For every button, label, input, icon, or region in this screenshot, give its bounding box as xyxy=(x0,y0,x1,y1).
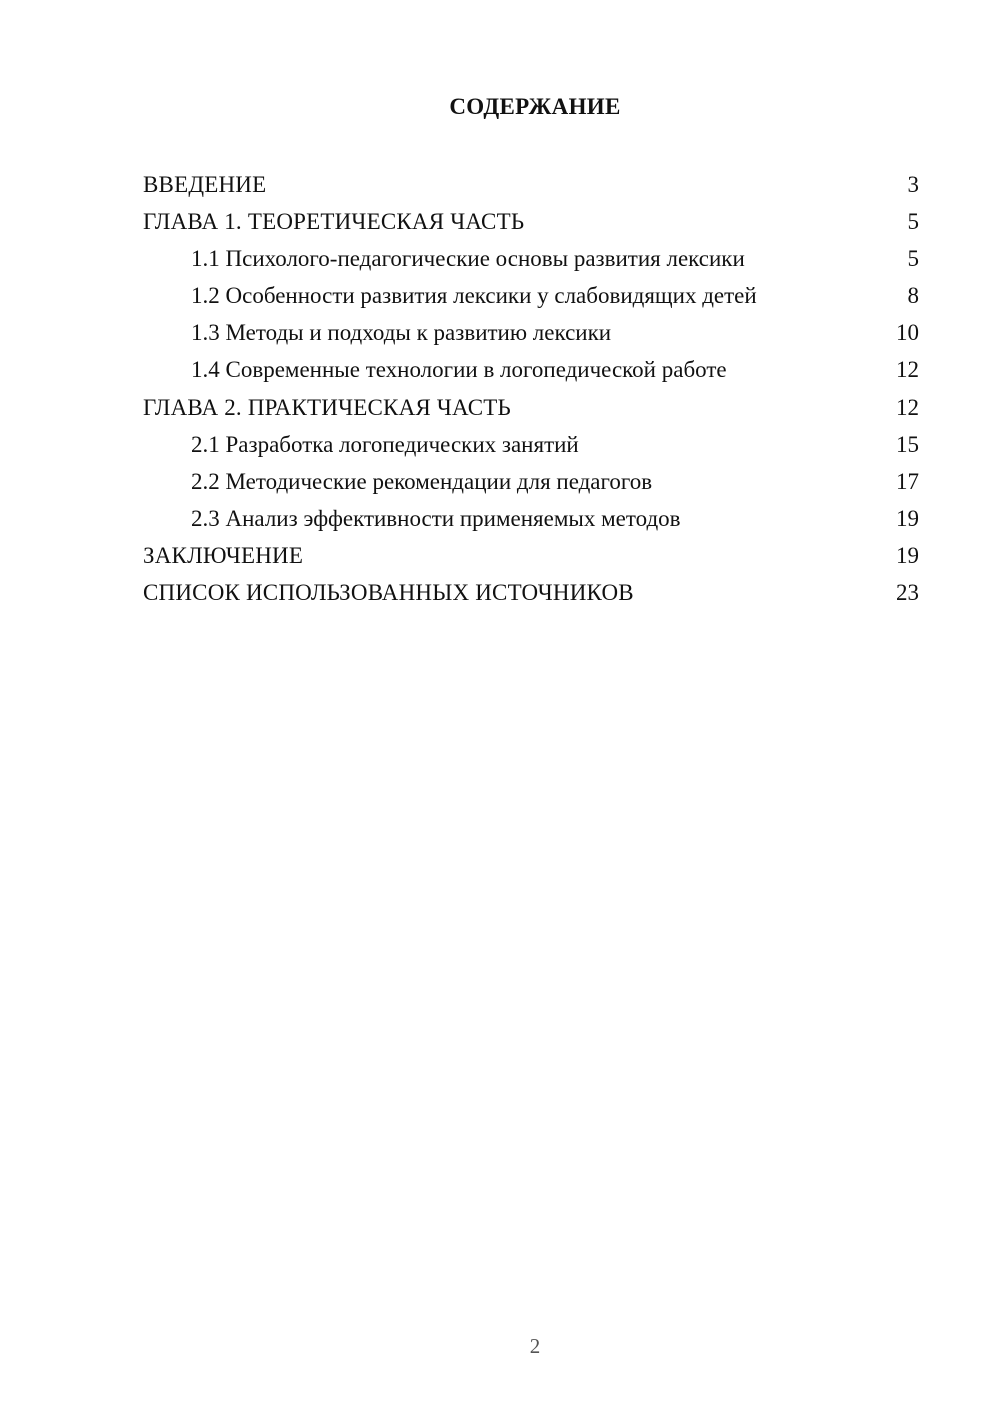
toc-entry-label: ГЛАВА 1. ТЕОРЕТИЧЕСКАЯ ЧАСТЬ xyxy=(143,209,525,235)
toc-entry-label: 2.1 Разработка логопедических занятий xyxy=(191,431,579,457)
toc-entry-page-number: 12 xyxy=(896,357,919,383)
toc-entry-label: 1.3 Методы и подходы к развитию лексики xyxy=(191,320,612,346)
toc-entry-page-number: 12 xyxy=(896,394,919,420)
toc-entry-label: 1.1 Психолого-педагогические основы развития лексики xyxy=(191,246,745,272)
toc-entry-section-1-1 xyxy=(143,240,919,277)
toc-entry-page-number: 3 xyxy=(907,172,919,197)
toc-entry-page-number: 8 xyxy=(907,283,919,309)
toc-entry-section-2-2 xyxy=(143,463,919,500)
toc-entry-label: 2.3 Анализ эффективности применяемых методов xyxy=(191,505,681,531)
toc-entry-page-number: 5 xyxy=(907,209,919,235)
toc-entry-section-1-4 xyxy=(143,351,919,388)
page-title: СОДЕРЖАНИЕ xyxy=(449,94,621,119)
toc-entry-section-1-3 xyxy=(143,314,919,351)
toc-entry-page-number: 19 xyxy=(896,505,919,531)
toc-entry-page-number: 5 xyxy=(907,246,919,272)
toc-entry-label: ВВЕДЕНИЕ xyxy=(143,172,267,197)
table-of-contents xyxy=(143,166,919,611)
toc-entry-section-2-3 xyxy=(143,500,919,537)
toc-entry-section-2-1 xyxy=(143,426,919,463)
toc-entry-section-1-2 xyxy=(143,277,919,314)
toc-entry-chapter-2 xyxy=(143,389,919,426)
toc-entry-label: 1.4 Современные технологии в логопедической работе xyxy=(191,357,727,383)
toc-entry-conclusion xyxy=(143,537,919,574)
toc-entry-page-number: 10 xyxy=(896,320,919,346)
toc-entry-label: ГЛАВА 2. ПРАКТИЧЕСКАЯ ЧАСТЬ xyxy=(143,394,511,420)
toc-entry-label: 1.2 Особенности развития лексики у слабовидящих детей xyxy=(191,283,757,309)
page-number: 2 xyxy=(529,1334,541,1358)
toc-entry-page-number: 17 xyxy=(896,468,919,494)
toc-entry-label: 2.2 Методические рекомендации для педагогов xyxy=(191,468,653,494)
toc-entry-label: СПИСОК ИСПОЛЬЗОВАННЫХ ИСТОЧНИКОВ xyxy=(143,580,634,606)
toc-entry-page-number: 23 xyxy=(896,580,919,606)
toc-entry-page-number: 15 xyxy=(896,431,919,457)
toc-entry-introduction xyxy=(143,166,919,203)
toc-entry-label: ЗАКЛЮЧЕНИЕ xyxy=(143,542,304,568)
toc-entry-page-number: 19 xyxy=(896,542,919,568)
toc-entry-chapter-1 xyxy=(143,203,919,240)
toc-entry-references xyxy=(143,574,919,611)
